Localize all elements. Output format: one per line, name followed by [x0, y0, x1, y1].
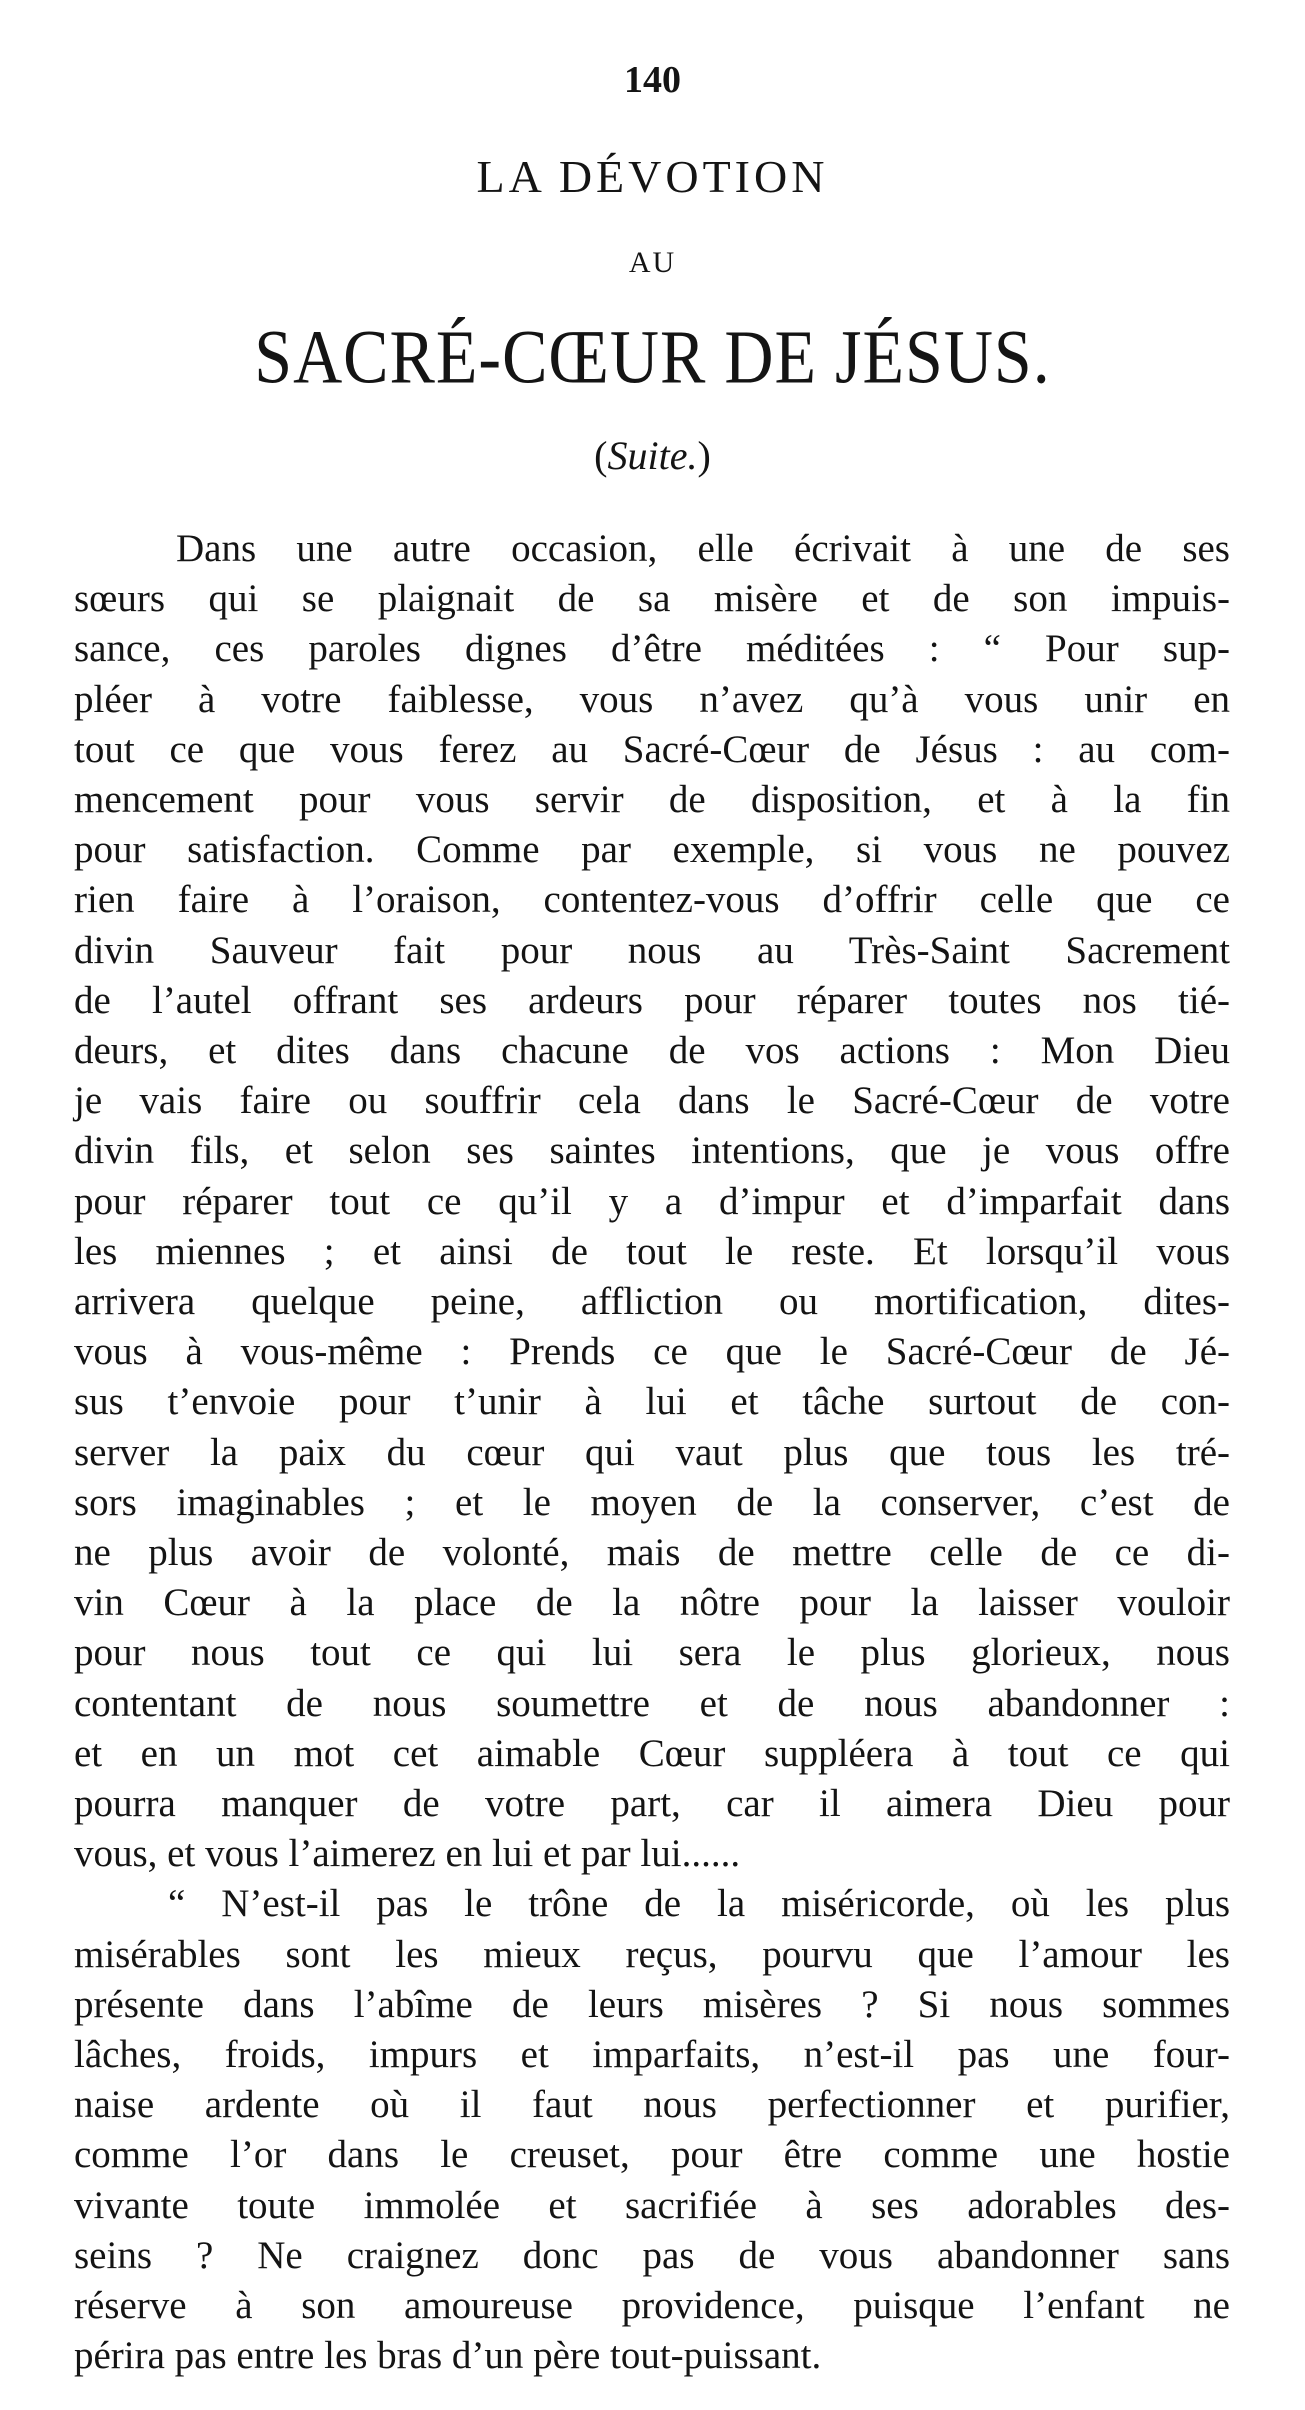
text-line: sors imaginables ; et le moyen de la conserver, c’est de [74, 1481, 1230, 1524]
text-line: pour réparer tout ce qu’il y a d’impur et d’imparfait dans [74, 1180, 1230, 1223]
text-line: pour satisfaction. Comme par exemple, si vous ne pouvez [74, 828, 1230, 871]
subtitle-close-paren: ) [697, 433, 711, 478]
text-line: périra pas entre les bras d’un père tout-puissant. [74, 2334, 822, 2377]
page-number: 140 [624, 59, 681, 101]
text-line: réserve à son amoureuse providence, puisque l’enfant ne [74, 2284, 1230, 2327]
text-line: vivante toute immolée et sacrifiée à ses adorables des- [74, 2184, 1230, 2227]
heading-line-1: LA DÉVOTION [476, 151, 829, 202]
text-line: de l’autel offrant ses ardeurs pour réparer toutes nos tié- [74, 979, 1230, 1022]
text-line: pléer à votre faiblesse, vous n’avez qu’à vous unir en [74, 678, 1230, 721]
text-line: contentant de nous soumettre et de nous abandonner : [74, 1682, 1230, 1725]
text-line: vous, et vous l’aimerez en lui et par lui...... [74, 1832, 741, 1875]
text-line: vin Cœur à la place de la nôtre pour la laisser vouloir [74, 1581, 1230, 1624]
text-line: misérables sont les mieux reçus, pourvu que l’amour les [74, 1933, 1230, 1976]
text-line: sance, ces paroles dignes d’être méditées : “ Pour sup- [74, 627, 1230, 670]
text-line: deurs, et dites dans chacune de vos actions : Mon Dieu [74, 1029, 1230, 1072]
text-line: les miennes ; et ainsi de tout le reste. Et lorsqu’il vous [74, 1230, 1230, 1273]
text-line: mencement pour vous servir de disposition, et à la fin [74, 778, 1230, 821]
heading-line-2: AU [628, 246, 677, 279]
text-line: tout ce que vous ferez au Sacré-Cœur de Jésus : au com- [74, 728, 1230, 771]
text-line: divin fils, et selon ses saintes intentions, que je vous offre [74, 1129, 1230, 1172]
text-line: vous à vous-même : Prends ce que le Sacré-Cœur de Jé- [74, 1330, 1230, 1373]
text-line: sœurs qui se plaignait de sa misère et de son impuis- [74, 577, 1230, 620]
subtitle [0, 432, 1305, 479]
text-line: naise ardente où il faut nous perfectionner et purifier, [74, 2083, 1230, 2126]
heading-main-title: SACRÉ-CŒUR DE JÉSUS. [254, 314, 1051, 400]
text-line: et en un mot cet aimable Cœur suppléera à tout ce qui [74, 1732, 1230, 1775]
text-line: pourra manquer de votre part, car il aimera Dieu pour [74, 1782, 1230, 1825]
text-line: server la paix du cœur qui vaut plus que tous les tré- [74, 1431, 1230, 1474]
text-line: arrivera quelque peine, affliction ou mortification, dites- [74, 1280, 1230, 1323]
text-line: comme l’or dans le creuset, pour être comme une hostie [74, 2133, 1230, 2176]
subtitle-text: Suite. [607, 433, 698, 478]
subtitle-open-paren: ( [594, 433, 608, 478]
text-line: rien faire à l’oraison, contentez-vous d’offrir celle que ce [74, 878, 1230, 921]
text-line: sus t’envoie pour t’unir à lui et tâche surtout de con- [74, 1380, 1230, 1423]
text-line: ne plus avoir de volonté, mais de mettre celle de ce di- [74, 1531, 1230, 1574]
text-line: “ N’est-il pas le trône de la miséricorde, où les plus [168, 1882, 1230, 1925]
text-line: lâches, froids, impurs et imparfaits, n’est-il pas une four- [74, 2033, 1230, 2076]
text-line: divin Sauveur fait pour nous au Très-Saint Sacrement [74, 929, 1230, 972]
text-line: pour nous tout ce qui lui sera le plus glorieux, nous [74, 1631, 1230, 1674]
text-line: seins ? Ne craignez donc pas de vous abandonner sans [74, 2234, 1230, 2277]
text-line: présente dans l’abîme de leurs misères ? Si nous sommes [74, 1983, 1230, 2026]
text-line: Dans une autre occasion, elle écrivait à une de ses [176, 527, 1230, 570]
text-line: je vais faire ou souffrir cela dans le Sacré-Cœur de votre [74, 1079, 1230, 1122]
